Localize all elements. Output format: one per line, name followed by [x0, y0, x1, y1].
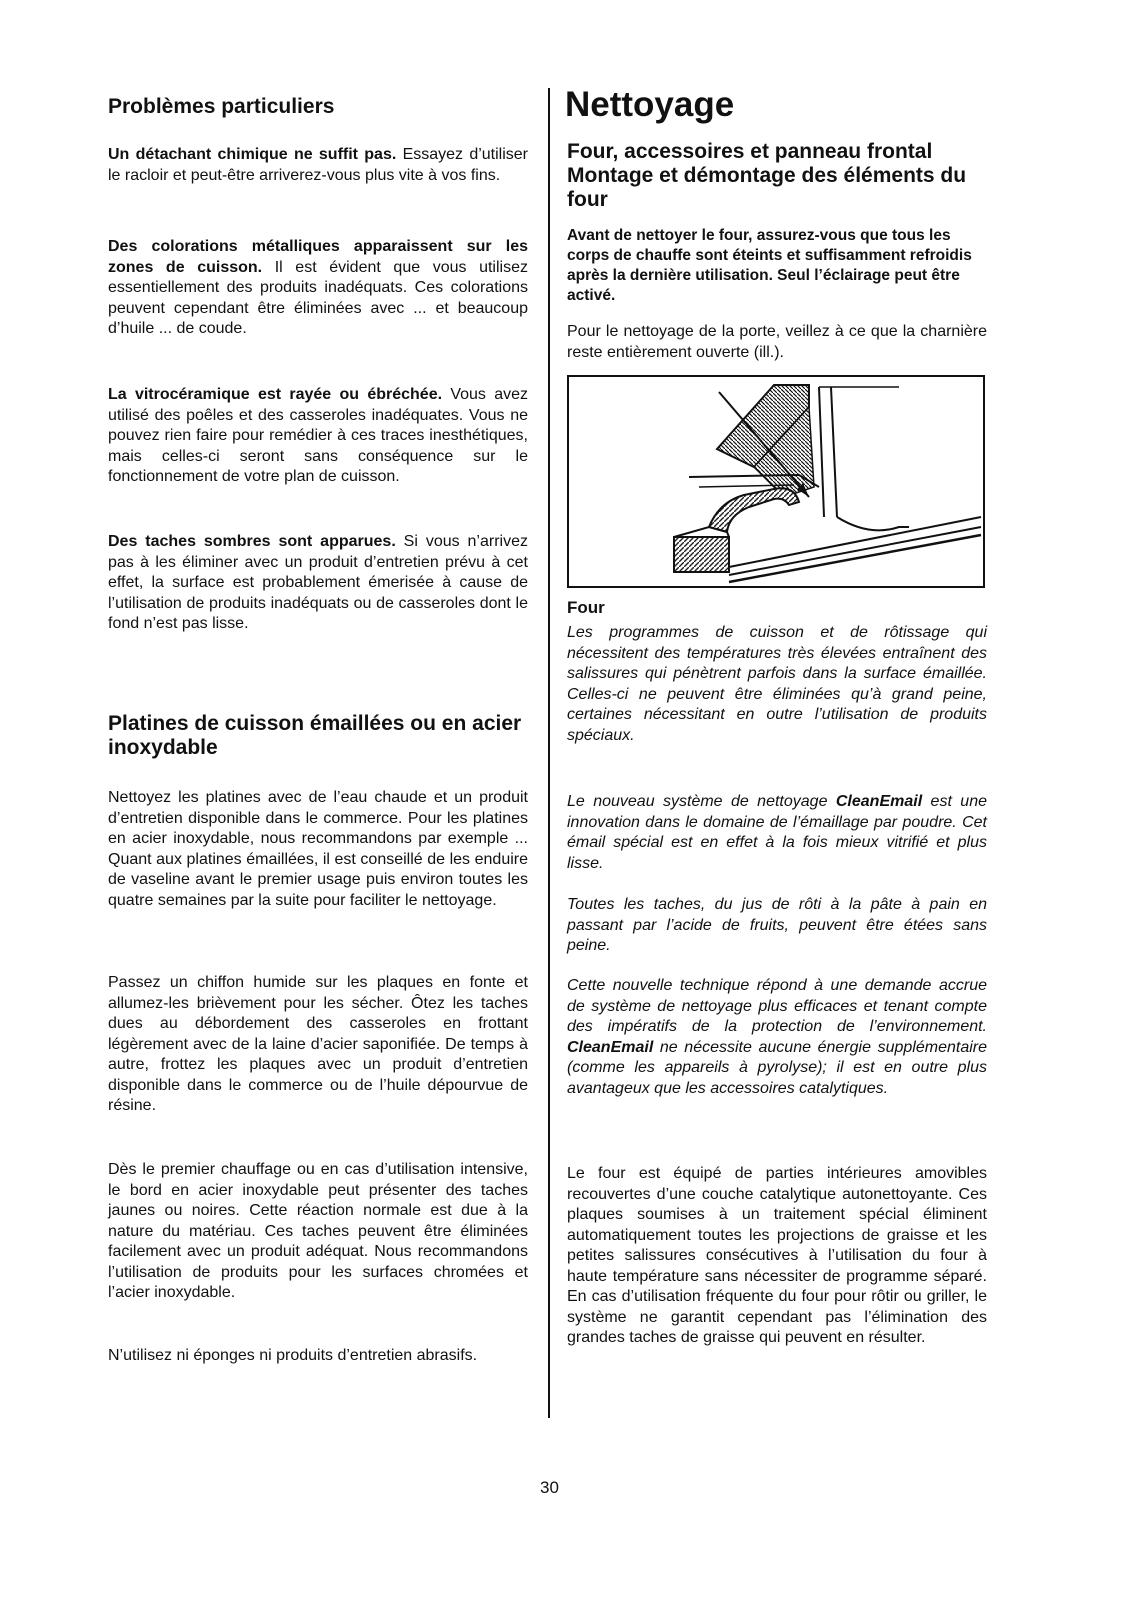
paragraph-detachant [108, 145, 528, 186]
lead-text: Un détachant chimique ne suffit pas. [108, 146, 397, 163]
oven-hinge-illustration [567, 375, 985, 588]
paragraph-toutes-taches: Toutes les taches, du jus de rôti à la pâte à pain en passant par l’acide de fruits, peuvent être étées sans peine. [567, 896, 987, 954]
paragraph-four-equipe: Le four est équipé de parties intérieures amovibles recouvertes d’une couche catalytique autonettoyante. Ces plaques soumises à un traitement spécial éliminent automatiquement toutes les projections de graisse et les petites salissures consécutives à l’utilisation du four à haute température sans nécessiter de programme séparé. En cas d’utilisation fréquente du four pour rôtir ou griller, le système ne garantit cependant pas l’élimination des grandes taches de graisse qui peuvent en résulter. [567, 1165, 987, 1346]
figure-caption: Four [567, 598, 605, 617]
hinge-drawing [569, 377, 983, 586]
paragraph-chiffon-humide: Passez un chiffon humide sur les plaques en fonte et allumez-les brièvement pour les sécher. Ôtez les taches dues au débordement des casseroles en frottant légèrement avec de la laine d’acier saponifiée. De temps à autre, frottez les plaques avec un produit d’entretien disponible dans le commerce ou de l’huile dépourvue de résine. [108, 974, 528, 1114]
lead-text: La vitrocéramique est rayée ou ébréchée. [108, 386, 443, 403]
paragraph-vitroceramique [108, 385, 528, 488]
subheading-four: Four, accessoires et panneau frontal Montage et démontage des éléments du four [567, 140, 967, 211]
paragraph-porte: Pour le nettoyage de la porte, veillez à ce que la charnière reste entièrement ouverte (ill.). [567, 323, 987, 361]
body-text: Cette nouvelle technique répond à une demande accrue de système de nettoyage plus efficaces et tenant compte des impératifs de la protection de l’environnement. [567, 977, 987, 1035]
heading-problemes-particuliers: Problèmes particuliers [108, 95, 335, 118]
warning-text: Avant de nettoyer le four, assurez-vous que tous les corps de chauffe sont éteints et suffisamment refroidis après la dernière utilisation. Seul l’éclairage peut être activé. [567, 227, 972, 304]
body-text: Si vous n’arrivez pas à les éliminer avec un produit d’entretien prévu à cet effet, la surface est probablement émerisée à cause de l’utilisation de produits inadéquats ou de casseroles dont le fond n’est pas lisse. [108, 533, 528, 632]
paragraph-eponges: N’utilisez ni éponges ni produits d’entretien abrasifs. [108, 1347, 478, 1364]
column-divider [548, 88, 550, 1418]
body-text: Vous avez utilisé des poêles et des casseroles inadéquates. Vous ne pouvez rien faire pour remédier à ces traces inesthétiques, mais celles-ci seront sans conséquence sur le fonctionnement de votre plan de cuisson. [108, 386, 528, 485]
page-number: 30 [540, 1478, 559, 1497]
heading-platines: Platines de cuisson émaillées ou en acier inoxydable [108, 712, 522, 759]
paragraph-programmes-cuisson: Les programmes de cuisson et de rôtissage qui nécessitent des températures très élevées entraînent des salissures qui pénètrent parfois dans la surface émaillée. Celles-ci ne peuvent être éliminées qu’à grand peine, certaines nécessitant en outre l’utilisation de produits spéciaux. [567, 624, 987, 744]
paragraph-colorations [108, 237, 528, 340]
paragraph-nettoyez-platines: Nettoyez les platines avec de l’eau chaude et un produit d’entretien disponible dans le commerce. Pour les platines en acier inoxydable, nous recommandons par exemple ... Quant aux platines émaillées, il est conseillé de les enduire de vaseline avant le premier usage puis environ toutes les quatre semaines par la suite pour faciliter le nettoyage. [108, 789, 528, 909]
lead-text: Des colorations métalliques apparaissent sur les zones de cuisson. [108, 238, 528, 276]
body-text: est une innovation dans le domaine de l’émaillage par poudre. Cet émail spécial est en effet à la fois mieux vitrifié et plus lisse. [567, 793, 987, 872]
brand-name: CleanEmail [567, 1038, 654, 1056]
body-text: Il est évident que vous utilisez essentiellement des produits inadéquats. Ces colorations peuvent cependant être éliminées avec ... et beaucoup d’huile ... de coude. [108, 258, 528, 337]
body-text: Essayez d’utiliser le racloir et peut-être arriverez-vous plus vite à vos fins. [108, 146, 528, 184]
paragraph-cleanemail [567, 792, 987, 874]
body-text: ne nécessite aucune énergie supplémentaire (comme les appareils à pyrolyse); il est en outre plus avantageux que les accessoires catalytiques. [567, 1038, 987, 1097]
paragraph-taches-sombres [108, 532, 528, 635]
brand-name: CleanEmail [835, 793, 923, 810]
paragraph-premier-chauffage: Dès le premier chauffage ou en cas d’utilisation intensive, le bord en acier inoxydable peut présenter des taches jaunes ou noires. Cette réaction normale est due à la nature du matériau. Ces taches peuvent être éliminées facilement avec un produit adéquat. Nous recommandons l’utilisation de produits pour les surfaces chromées et l’acier inoxydable. [108, 1161, 528, 1301]
paragraph-nouvelle-technique [567, 976, 987, 1099]
lead-text: Des taches sombres sont apparues. [108, 533, 396, 550]
page-title: Nettoyage [565, 85, 735, 124]
body-text: Le nouveau système de nettoyage [567, 793, 836, 810]
